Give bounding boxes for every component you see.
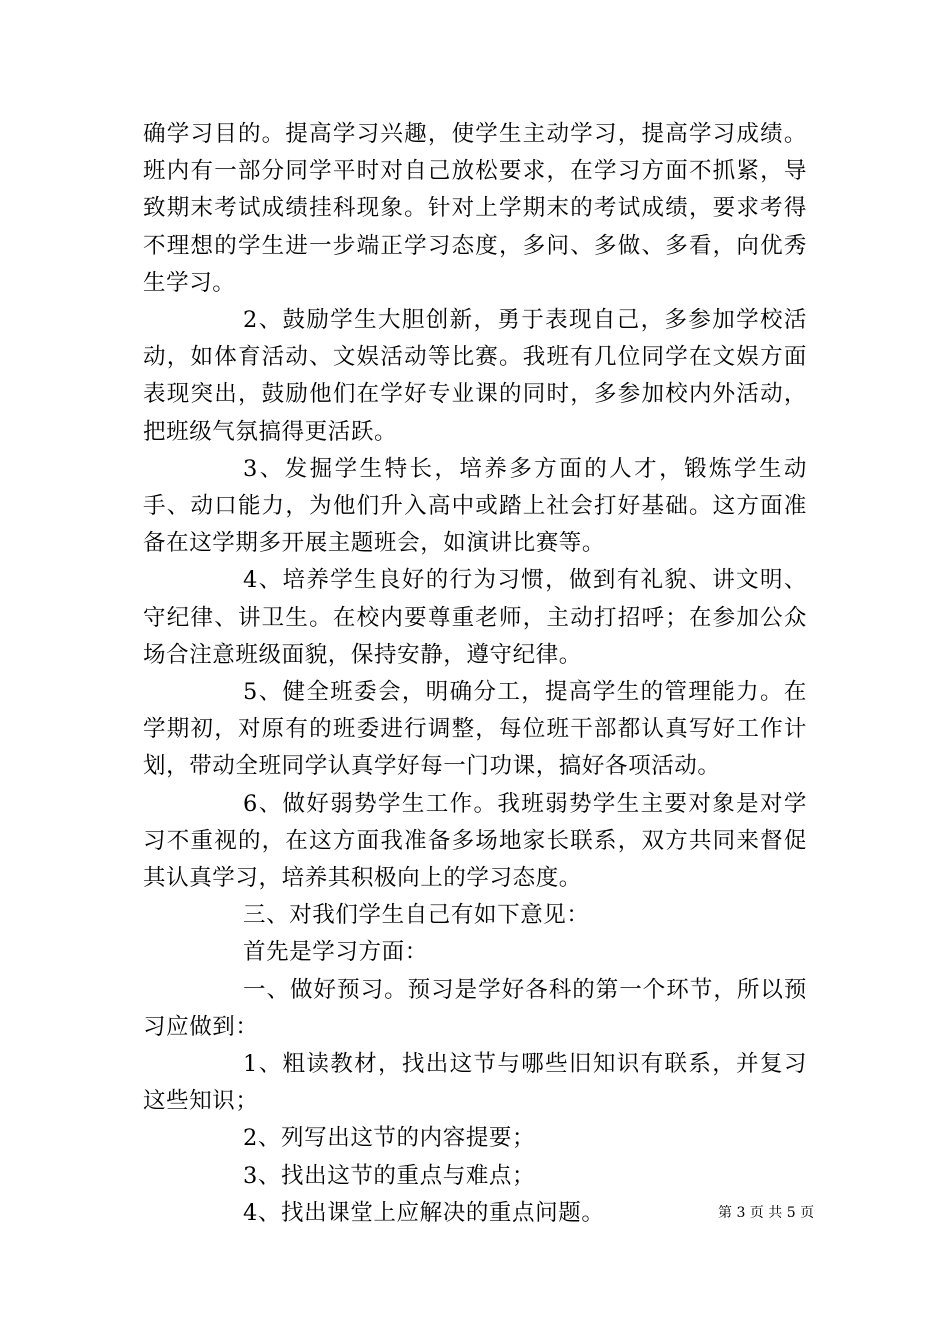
list-item-3: 3、找出这节的重点与难点； [243, 1162, 536, 1189]
paragraph-5: 5、健全班委会，明确分工，提高学生的管理能力。在学期初，对原有的班委进行调整，每位班干部都认真写好工作计划，带动全班同学认真学好每一门功课，搞好各项活动。 [143, 679, 807, 780]
paragraph-6: 6、做好弱势学生工作。我班弱势学生主要对象是对学习不重视的，在这方面我准备多场地家长联系，双方共同来督促其认真学习，培养其积极向上的学习态度。 [143, 790, 807, 892]
page-number-footer: 第 3 页 共 5 页 [718, 1205, 815, 1221]
paragraph-preview: 一、做好预习。预习是学好各科的第一个环节，所以预习应做到： [143, 976, 807, 1040]
list-item-1: 1、粗读教材，找出这节与哪些旧知识有联系，并复习这些知识； [143, 1051, 807, 1115]
document-body [143, 116, 807, 1232]
paragraph-1: 确学习目的。提高学习兴趣，使学生主动学习，提高学习成绩。班内有一部分同学平时对自己放松要求，在学习方面不抓紧，导致期末考试成绩挂科现象。针对上学期末的考试成绩，要求考得不理想的学生进一步端正学习态度，多问、多做、多看，向优秀生学习。 [143, 121, 807, 296]
paragraph-3: 3、发掘学生特长，培养多方面的人才，锻炼学生动手、动口能力，为他们升入高中或踏上社会打好基础。这方面准备在这学期多开展主题班会，如演讲比赛等。 [143, 455, 807, 557]
subsection-heading-study: 首先是学习方面： [243, 939, 428, 966]
section-heading-3: 三、对我们学生自己有如下意见： [243, 902, 590, 929]
paragraph-4: 4、培养学生良好的行为习惯，做到有礼貌、讲文明、守纪律、讲卫生。在校内要尊重老师，主动打招呼；在参加公众场合注意班级面貌，保持安静，遵守纪律。 [143, 567, 807, 668]
paragraph-2: 2、鼓励学生大胆创新，勇于表现自己，多参加学校活动，如体育活动、文娱活动等比赛。我班有几位同学在文娱方面表现突出，鼓励他们在学好专业课的同时，多参加校内外活动，把班级气氛搞得更活跃。 [143, 307, 807, 445]
list-item-4: 4、找出课堂上应解决的重点问题。 [243, 1199, 605, 1226]
list-item-2: 2、列写出这节的内容提要； [243, 1125, 536, 1152]
